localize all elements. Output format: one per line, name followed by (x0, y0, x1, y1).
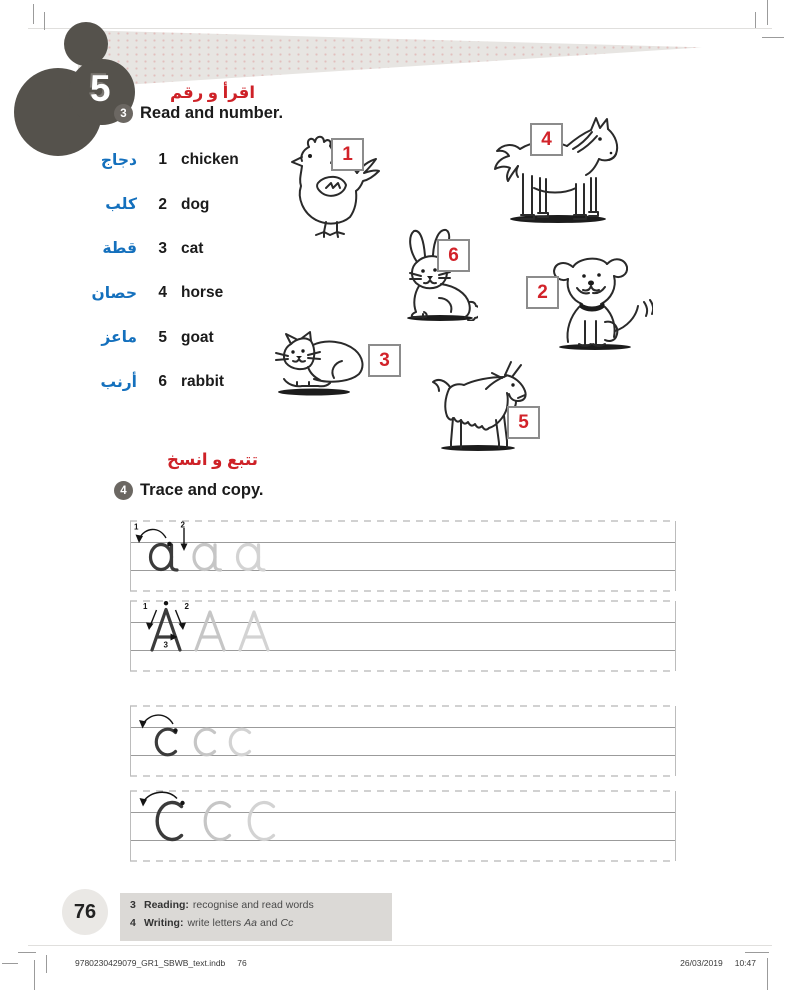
crop-mark (44, 12, 45, 30)
word-list (55, 138, 275, 404)
stroke-start-dot (164, 601, 168, 605)
answer-box-chicken[interactable]: 1 (331, 138, 364, 171)
svg-text:3: 3 (163, 640, 168, 650)
crop-mark (33, 4, 34, 24)
imprint-file: 9780230429079_GR1_SBWB_text.indb (75, 958, 226, 968)
dog-illustration (543, 247, 653, 352)
stroke-arrow (143, 715, 174, 724)
word-number: 4 (158, 284, 167, 302)
crop-mark (767, 0, 768, 25)
unit-number: 5 (90, 68, 111, 109)
page-number: 76 (62, 889, 108, 935)
exercise4-title: Trace and copy. (140, 481, 264, 499)
objective-text: recognise and read words (192, 899, 314, 911)
objectives-box (120, 893, 392, 941)
letter-C-model-glyph (140, 792, 185, 839)
letter-A-trace-glyph (240, 612, 268, 650)
word-row-goat (55, 316, 275, 360)
exercise3-arabic-title: اقرأ و رقم (169, 84, 256, 102)
imprint-time: 10:47 (734, 958, 756, 968)
answer-box-goat[interactable]: 5 (507, 406, 540, 439)
arabic-word: ماعز (101, 329, 137, 347)
top-trim-line (28, 28, 772, 29)
arabic-word: دجاج (100, 151, 137, 169)
answer-box-cat[interactable]: 3 (368, 344, 401, 377)
exercise3-badge: 3 (114, 104, 133, 123)
crop-mark (46, 955, 47, 973)
word-number: 1 (158, 151, 167, 169)
word-row-cat (55, 227, 275, 271)
english-word: rabbit (181, 373, 225, 391)
answer-box-rabbit[interactable]: 6 (437, 239, 470, 272)
letter-c-trace-glyph (230, 729, 249, 755)
exercise4-arabic-title: تتبع و انسخ (167, 451, 258, 469)
word-row-rabbit (55, 360, 275, 404)
letter-A-trace-glyph (196, 612, 224, 650)
letter-C-trace-glyph (205, 803, 229, 840)
bottom-trim-line (28, 945, 772, 946)
letter-a-model-glyph (134, 521, 188, 571)
crop-mark (745, 952, 769, 953)
svg-text:2: 2 (180, 520, 185, 530)
word-row-dog (55, 182, 275, 226)
imprint-date: 26/03/2019 (680, 958, 723, 968)
word-row-horse (55, 271, 275, 315)
writing-row-A[interactable] (130, 600, 676, 672)
crop-mark (762, 37, 784, 38)
crop-mark (34, 960, 35, 990)
exercise3-title: Read and number. (140, 104, 284, 122)
answer-box-dog[interactable]: 2 (526, 276, 559, 309)
objective-reading (130, 899, 382, 917)
letter-A-model-glyph (143, 601, 190, 650)
cat-illustration (266, 329, 371, 401)
word-row-chicken (55, 138, 275, 182)
objective-skill: Writing: (144, 917, 184, 929)
imprint-right (600, 958, 756, 968)
crop-mark (18, 952, 36, 953)
letter-c-model-glyph (139, 715, 178, 755)
english-word: horse (181, 284, 224, 302)
arabic-word: حصان (91, 284, 137, 302)
word-number: 2 (158, 195, 167, 213)
stroke-arrow (143, 792, 177, 802)
arabic-word: كلب (105, 196, 137, 214)
letter-a-trace-glyph (194, 545, 221, 571)
objective-text: and (260, 917, 278, 929)
english-word: cat (181, 239, 204, 257)
svg-text:1: 1 (134, 522, 139, 532)
header-wedge-graphic (78, 30, 702, 88)
objective-number: 3 (130, 899, 136, 911)
objective-letters: Aa (244, 917, 257, 929)
stroke-start-dot (180, 801, 184, 805)
chicken-illustration (276, 133, 381, 238)
english-word: chicken (181, 151, 239, 169)
imprint-page: 76 (237, 958, 247, 968)
letter-a-trace-glyph (238, 545, 265, 571)
answer-box-horse[interactable]: 4 (530, 123, 563, 156)
arabic-word: أرنب (100, 373, 137, 391)
word-number: 3 (158, 239, 167, 257)
imprint-left (75, 958, 247, 968)
objective-number: 4 (130, 917, 136, 929)
crop-mark (767, 958, 768, 990)
crop-mark (2, 963, 18, 964)
arabic-word: قطة (102, 240, 137, 258)
writing-row-a[interactable] (130, 520, 676, 592)
objective-writing (130, 917, 382, 935)
exercise4-badge: 4 (114, 481, 133, 500)
letter-C-trace-glyph (249, 803, 273, 840)
svg-text:1: 1 (143, 602, 148, 611)
objective-letters: Cc (280, 917, 294, 929)
crop-mark (755, 12, 756, 28)
stroke-arrow (139, 529, 166, 539)
stroke-start-dot (173, 728, 177, 732)
svg-text:2: 2 (184, 602, 189, 611)
word-number: 6 (158, 373, 167, 391)
word-number: 5 (158, 328, 167, 346)
english-word: goat (181, 328, 214, 346)
writing-row-c[interactable] (130, 705, 676, 777)
english-word: dog (181, 195, 210, 213)
writing-row-C[interactable] (130, 790, 676, 862)
objective-text: write letters (187, 917, 242, 929)
objective-skill: Reading: (144, 899, 189, 911)
stroke-start-dot (167, 542, 172, 547)
letter-c-trace-glyph (195, 729, 214, 755)
